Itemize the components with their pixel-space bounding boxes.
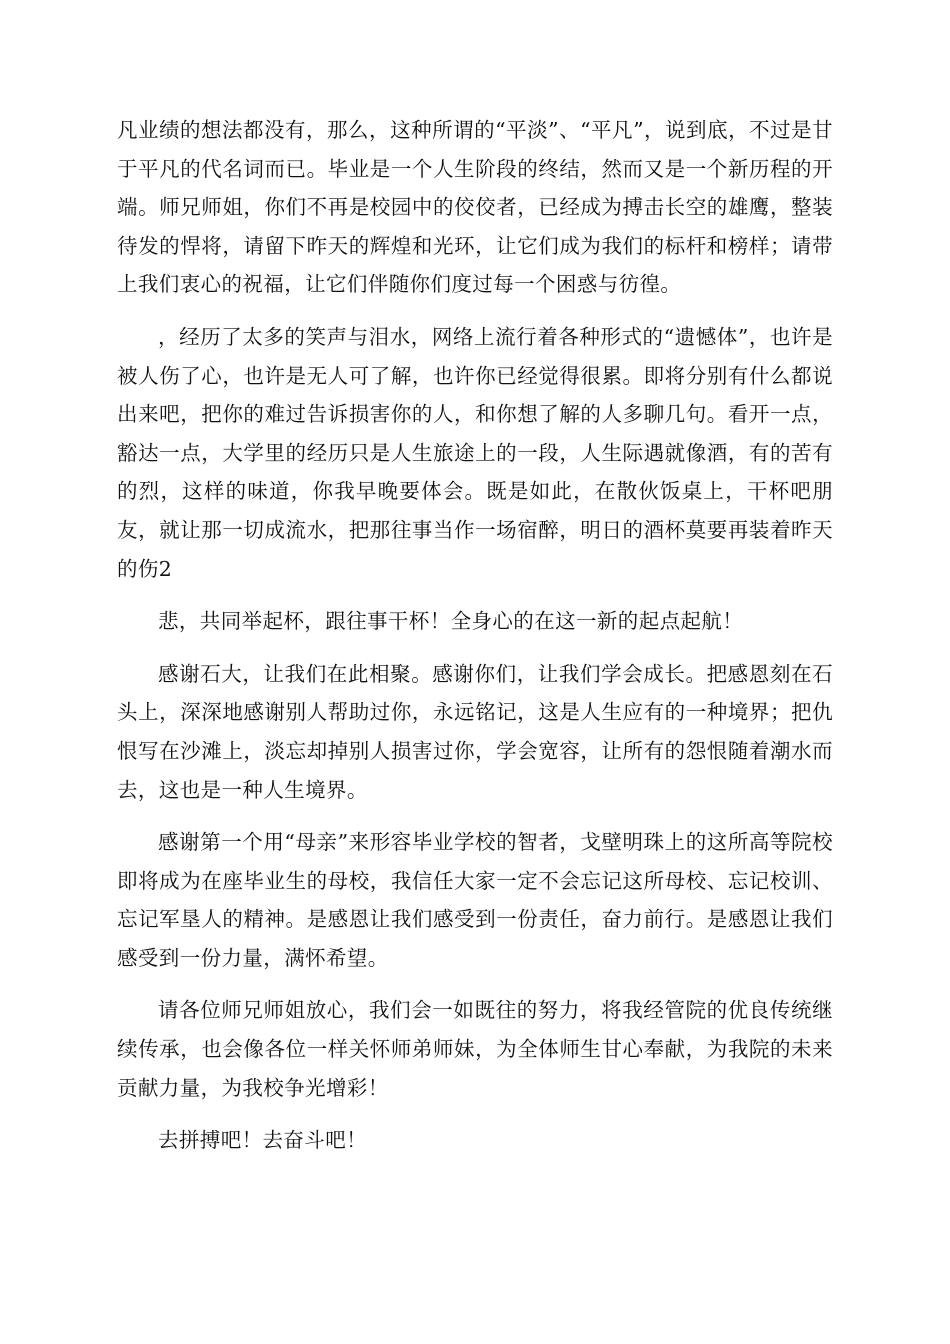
paragraph-1: 凡业绩的想法都没有，那么，这种所谓的“平淡”、“平凡”，说到底，不过是甘于平凡的代名词而已。毕业是一个人生阶段的终结，然而又是一个新历程的开端。师兄师姐，你们不再是校园中的佼佼者，已经成为搏击长空的雄鹰，整装待发的悍将，请留下昨天的辉煌和光环，让它们成为我们的标杆和榜样；请带上我们衷心的祝福，让它们伴随你们度过每一个困惑与彷徨。 <box>117 118 833 297</box>
paragraph-5: 感谢第一个用“母亲”来形容毕业学校的智者，戈壁明珠上的这所高等院校即将成为在座毕业生的母校，我信任大家一定不会忘记这所母校、忘记校训、忘记军垦人的精神。是感恩让我们感受到一份责任，奋力前行。是感恩让我们感受到一份力量，满怀希望。 <box>117 830 833 970</box>
paragraph-2: ，经历了太多的笑声与泪水，网络上流行着各种形式的“遗憾体”，也许是被人伤了心，也许是无人可了解，也许你已经觉得很累。即将分别有什么都说出来吧，把你的难过告诉损害你的人，和你想了解的人多聊几句。看开一点，豁达一点，大学里的经历只是人生旅途上的一段，人生际遇就像酒，有的苦有的烈，这样的味道，你我早晚要体会。既是如此，在散伙饭桌上，干杯吧朋友，就让那一切成流水，把那往事当作一场宿醉，明日的酒杯莫要再装着昨天的伤2 <box>117 324 833 581</box>
paragraph-3: 悲，共同举起杯，跟往事干杯！全身心的在这一新的起点起航！ <box>158 609 744 634</box>
document-body <box>117 111 833 1160</box>
paragraph-6: 请各位师兄师姐放心，我们会一如既往的努力，将我经管院的优良传统继续传承，也会像各位一样关怀师弟师妹，为全体师生甘心奉献，为我院的未来贡献力量，为我校争光增彩！ <box>117 998 833 1100</box>
paragraph-7: 去拼搏吧！去奋斗吧！ <box>158 1128 367 1153</box>
paragraph-4: 感谢石大，让我们在此相聚。感谢你们，让我们学会成长。把感恩刻在石头上，深深地感谢别人帮助过你，永远铭记，这是人生应有的一种境界；把仇恨写在沙滩上，淡忘却掉别人损害过你，学会宽容，让所有的怨恨随着潮水而去，这也是一种人生境界。 <box>117 661 833 802</box>
